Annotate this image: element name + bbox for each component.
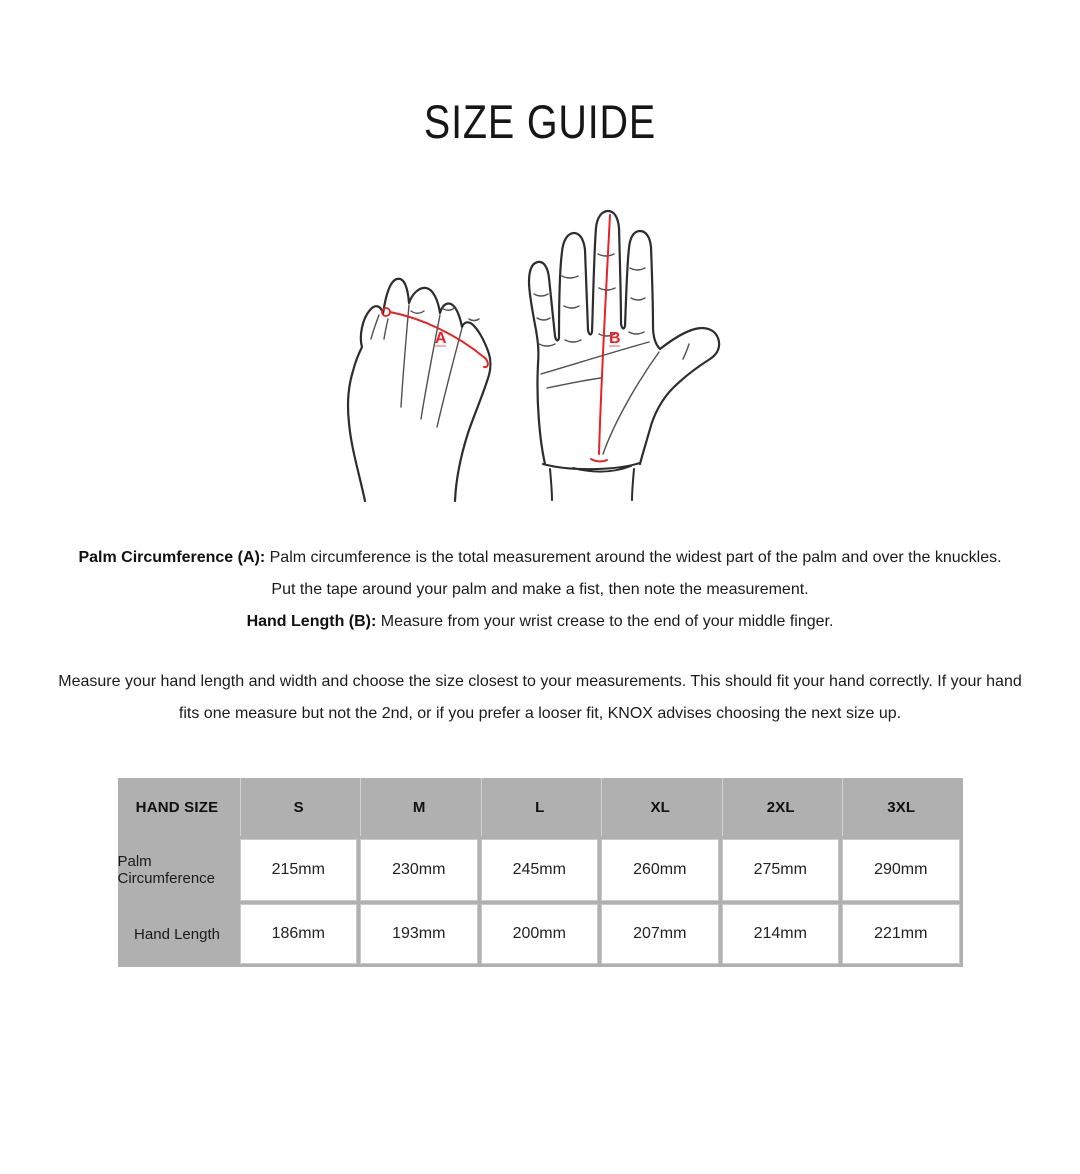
palm-circumference-text: Palm circumference is the total measurement around the widest part of the palm and over the knuckles. bbox=[265, 549, 1002, 566]
palm-circumference-xl: 260mm bbox=[601, 839, 719, 901]
hand-length-s: 186mm bbox=[240, 904, 358, 964]
hand-length-text: Measure from your wrist crease to the end of your middle finger. bbox=[376, 613, 834, 630]
hand-length-term: Hand Length (B): bbox=[246, 613, 377, 630]
size-table bbox=[118, 778, 963, 967]
fist-illustration bbox=[343, 267, 513, 502]
hand-length-3xl: 221mm bbox=[842, 904, 960, 964]
palm-outline bbox=[529, 211, 719, 464]
palm-circumference-m: 230mm bbox=[360, 839, 478, 901]
palm-circumference-s: 215mm bbox=[240, 839, 358, 901]
hand-illustrations bbox=[0, 202, 1080, 502]
table-header-s: S bbox=[240, 778, 358, 836]
row-label-palm-circumference: Palm Circumference bbox=[117, 853, 216, 887]
table-header-3xl: 3XL bbox=[842, 778, 960, 836]
table-header-xl: XL bbox=[601, 778, 719, 836]
palm-circumference-3xl: 290mm bbox=[842, 839, 960, 901]
size-guide-page bbox=[0, 94, 1080, 1174]
palm-circumference-line-2: Put the tape around your palm and make a fist, then note the measurement. bbox=[271, 581, 809, 598]
measurement-b-end-tick bbox=[591, 459, 607, 461]
hand-length-xl: 207mm bbox=[601, 904, 719, 964]
sizing-advice-line-1: Measure your hand length and width and choose the size closest to your measurements. This should fit your hand correctly. If your hand bbox=[58, 673, 1022, 690]
hand-length-line bbox=[0, 606, 1080, 638]
measurement-definitions bbox=[0, 542, 1080, 638]
measurement-label-a: A bbox=[434, 330, 447, 347]
page-title: SIZE GUIDE bbox=[423, 95, 657, 148]
sizing-advice bbox=[0, 666, 1080, 730]
palm-circumference-term: Palm Circumference (A): bbox=[78, 549, 266, 566]
palm-crease-lines bbox=[534, 254, 689, 454]
palm-illustration bbox=[513, 202, 738, 502]
row-label-hand-length: Hand Length bbox=[134, 925, 220, 943]
table-header-l: L bbox=[481, 778, 599, 836]
palm-circumference-2xl: 275mm bbox=[722, 839, 840, 901]
measurement-label-b: B bbox=[608, 330, 621, 347]
table-header-m: M bbox=[360, 778, 478, 836]
sizing-advice-line-2: fits one measure but not the 2nd, or if you prefer a looser fit, KNOX advises choosing the next size up. bbox=[178, 705, 902, 722]
fist-outline bbox=[348, 279, 490, 501]
table-header-2xl: 2XL bbox=[722, 778, 840, 836]
hand-length-2xl: 214mm bbox=[722, 904, 840, 964]
palm-circumference-l: 245mm bbox=[481, 839, 599, 901]
palm-wrist-lines bbox=[543, 463, 640, 500]
table-header-hand-size: HAND SIZE bbox=[135, 798, 219, 816]
palm-circumference-line bbox=[0, 542, 1080, 574]
hand-length-m: 193mm bbox=[360, 904, 478, 964]
hand-length-l: 200mm bbox=[481, 904, 599, 964]
